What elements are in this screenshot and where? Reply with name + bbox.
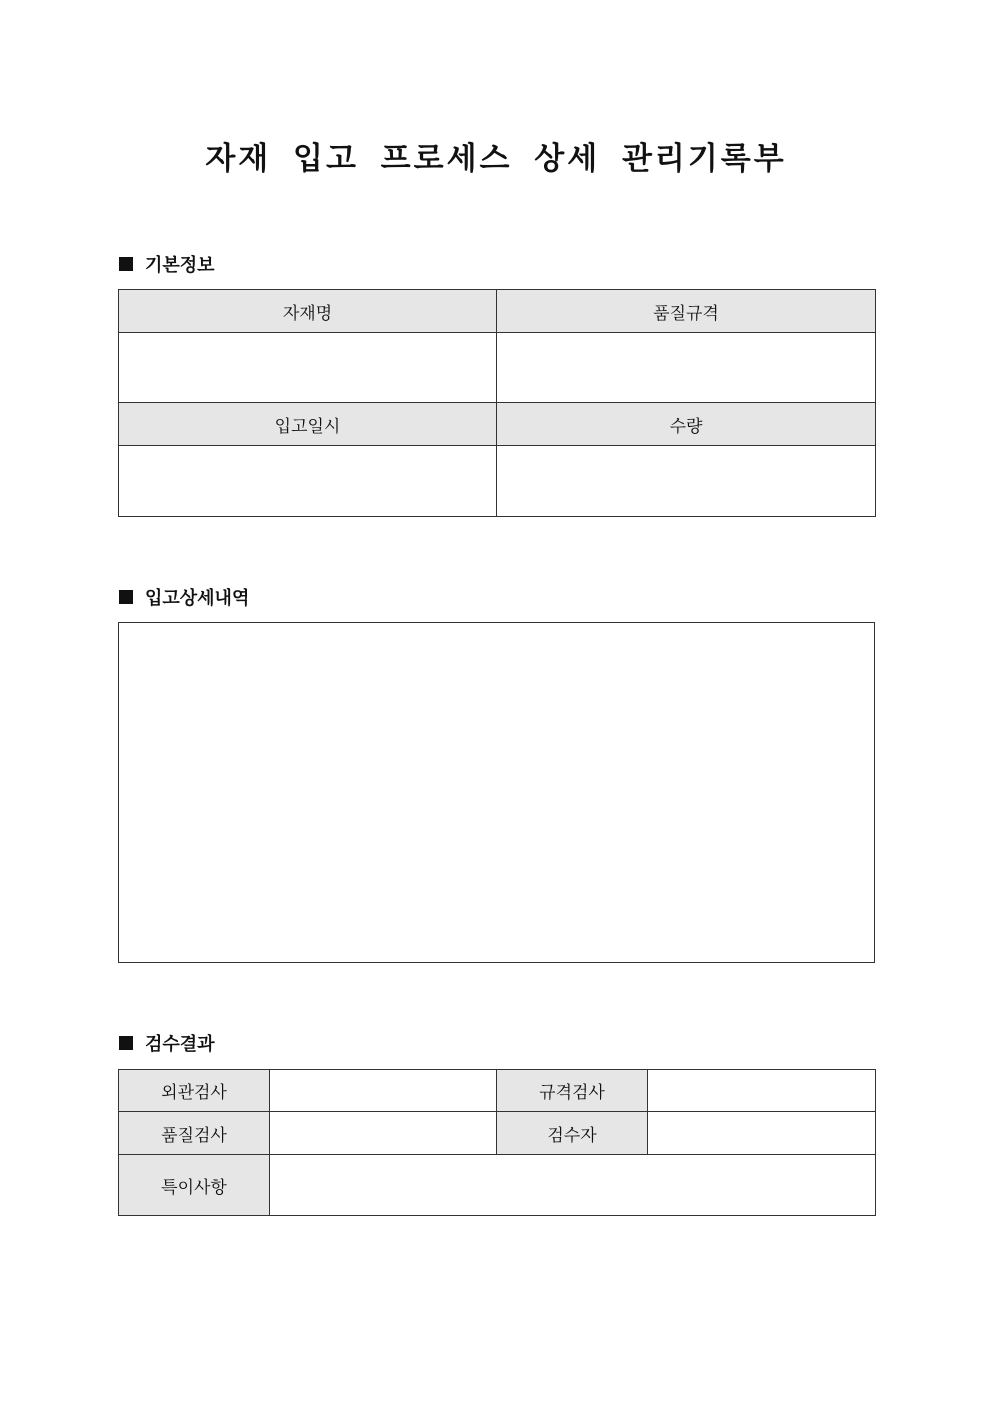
quantity-field[interactable] — [497, 446, 876, 517]
quantity-label: 수량 — [497, 403, 876, 446]
appearance-check-field[interactable] — [270, 1070, 497, 1112]
material-name-field[interactable] — [119, 333, 497, 403]
quality-check-label: 품질검사 — [119, 1112, 270, 1155]
remarks-label: 특이사항 — [119, 1155, 270, 1216]
section-heading-basic-info — [119, 252, 215, 276]
appearance-check-label: 외관검사 — [119, 1070, 270, 1112]
quality-check-field[interactable] — [270, 1112, 497, 1155]
remarks-field[interactable] — [270, 1155, 876, 1216]
quality-spec-label: 품질규격 — [497, 290, 876, 333]
section-heading-label: 기본정보 — [145, 255, 215, 276]
basic-info-table — [118, 289, 876, 517]
section-heading-label: 검수결과 — [145, 1034, 215, 1055]
inspection-table — [118, 1069, 876, 1216]
square-bullet-icon — [119, 257, 133, 271]
receipt-details-field[interactable] — [118, 622, 875, 963]
inspector-label: 검수자 — [497, 1112, 648, 1155]
quality-spec-field[interactable] — [497, 333, 876, 403]
square-bullet-icon — [119, 1036, 133, 1050]
inspector-field[interactable] — [648, 1112, 876, 1155]
page-title: 자재 입고 프로세스 상세 관리기록부 — [205, 141, 787, 177]
material-name-label: 자재명 — [119, 290, 497, 333]
spec-check-label: 규격검사 — [497, 1070, 648, 1112]
spec-check-field[interactable] — [648, 1070, 876, 1112]
section-heading-label: 입고상세내역 — [145, 588, 250, 609]
receipt-datetime-field[interactable] — [119, 446, 497, 517]
receipt-datetime-label: 입고일시 — [119, 403, 497, 446]
section-heading-inspection — [119, 1031, 215, 1055]
section-heading-receipt-details — [119, 585, 249, 609]
square-bullet-icon — [119, 590, 133, 604]
